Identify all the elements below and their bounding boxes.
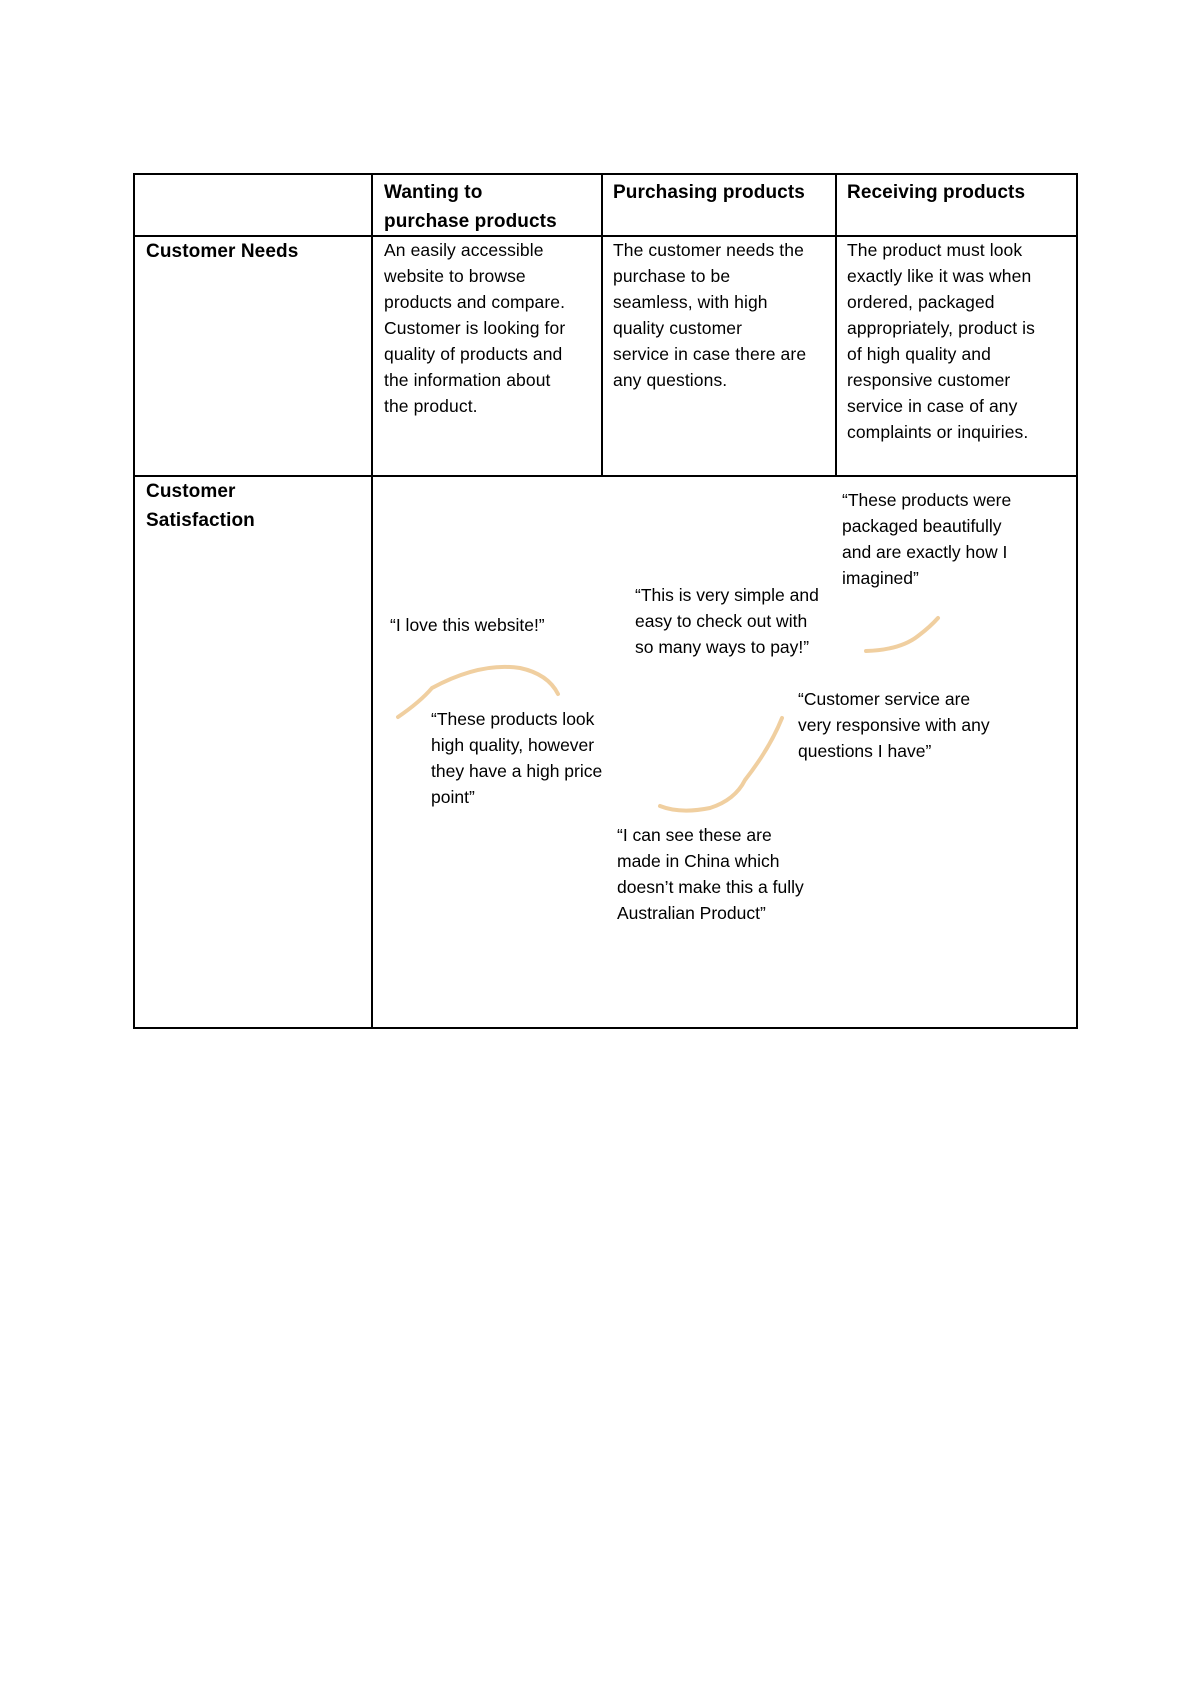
needs-cell-wanting: An easily accessible website to browse products and compare. Customer is looking for quality of products and the information about the product. bbox=[384, 240, 566, 416]
column-header-receiving: Receiving products bbox=[847, 182, 1026, 203]
table-border-top bbox=[133, 173, 1078, 175]
quote-customer-service: “Customer service are very responsive with any questions I have” bbox=[798, 689, 990, 761]
table-border-bottom bbox=[133, 1027, 1078, 1029]
table-border-left bbox=[133, 173, 135, 1029]
quote-love-website: “I love this website!” bbox=[390, 615, 545, 635]
row-label-customer-satisfaction: Customer Satisfaction bbox=[146, 481, 255, 531]
quote-high-quality-price: “These products look high quality, however they have a high price point” bbox=[431, 709, 603, 807]
needs-cell-purchasing: The customer needs the purchase to be seamless, with high quality customer service in case there are any questions. bbox=[613, 240, 807, 390]
column-header-wanting: Wanting to purchase products bbox=[384, 182, 557, 232]
row-label-customer-needs: Customer Needs bbox=[146, 241, 299, 262]
table-border-right bbox=[1076, 173, 1078, 1029]
table-col-divider-2 bbox=[601, 173, 603, 477]
quote-packaged-beautifully: “These products were packaged beautifully and are exactly how I imagined” bbox=[842, 490, 1012, 588]
needs-cell-receiving: The product must look exactly like it was when ordered, packaged appropriately, product is of high quality and responsive customer service in case of any complaints or inquiries. bbox=[847, 240, 1035, 442]
quote-simple-checkout: “This is very simple and easy to check out with so many ways to pay!” bbox=[635, 585, 819, 657]
squiggle-made-in-china bbox=[660, 718, 782, 811]
squiggle-packaged bbox=[866, 618, 938, 651]
table-col-divider-1 bbox=[371, 173, 373, 1029]
table-col-divider-3 bbox=[835, 173, 837, 477]
quote-made-in-china: “I can see these are made in China which doesn’t make this a fully Australian Product” bbox=[617, 825, 804, 923]
column-header-purchasing: Purchasing products bbox=[613, 182, 805, 203]
